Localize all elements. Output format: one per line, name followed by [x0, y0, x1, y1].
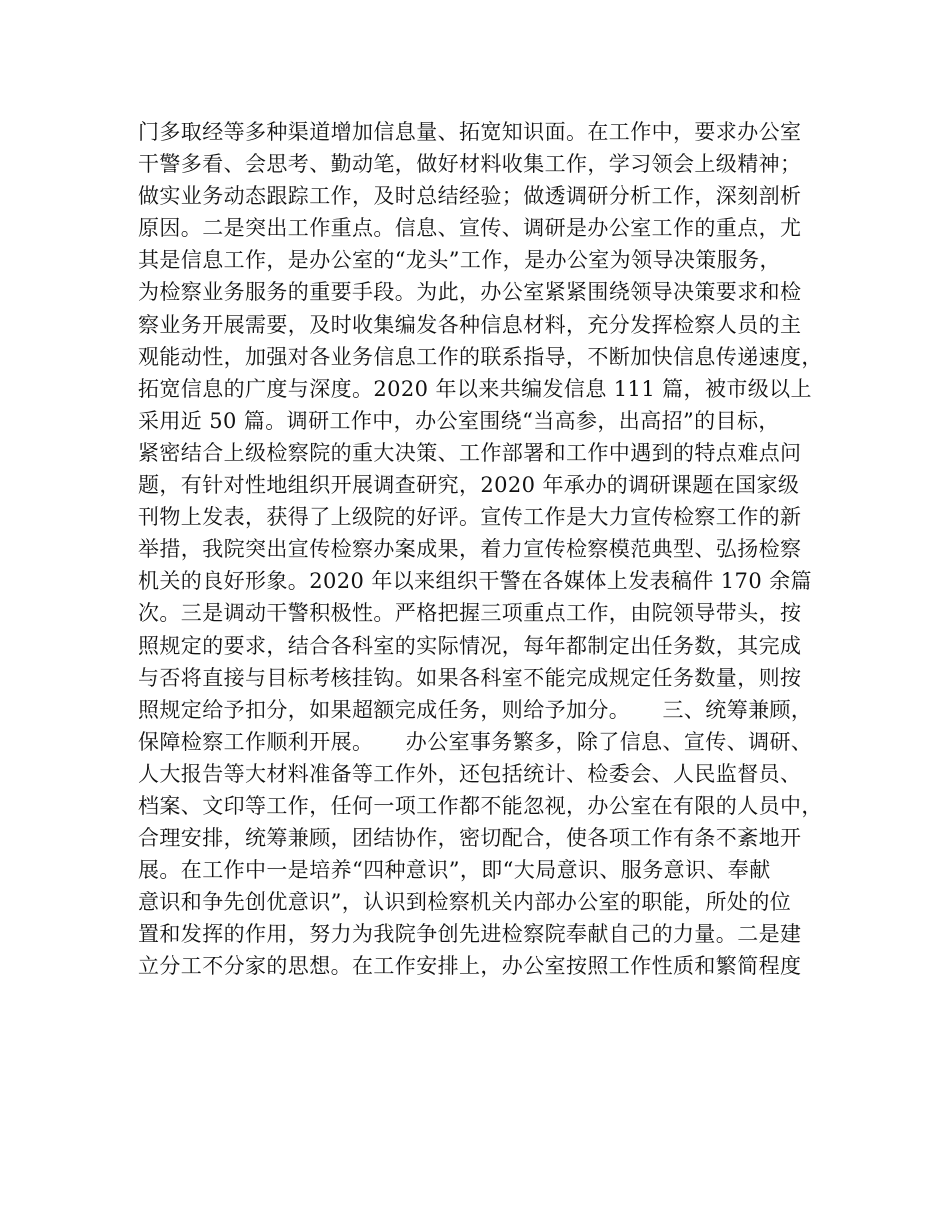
text-line: 观能动性，加强对各业务信息工作的联系指导，不断加快信息传递速度，	[138, 344, 823, 369]
text-line: 为检察业务服务的重要手段。为此，办公室紧紧围绕领导决策要求和检	[138, 280, 802, 305]
text-line: 刊物上发表，获得了上级院的好评。宣传工作是大力宣传检察工作的新	[138, 505, 802, 530]
text-line: 保障检察工作顺利开展。 办公室事务繁多，除了信息、宣传、调研、	[138, 729, 813, 754]
text-line: 展。在工作中一是培养“四种意识”，即“大局意识、服务意识、奉献	[138, 858, 771, 883]
text-line: 立分工不分家的思想。在工作安排上，办公室按照工作性质和繁简程度	[138, 954, 802, 979]
text-line: 照规定的要求，结合各科室的实际情况，每年都制定出任务数，其完成	[138, 633, 802, 658]
text-line: 其是信息工作，是办公室的“龙头”工作，是办公室为领导决策服务，	[138, 248, 781, 273]
text-line: 原因。二是突出工作重点。信息、宣传、调研是办公室工作的重点，尤	[138, 216, 802, 241]
text-line: 采用近 50 篇。调研工作中，办公室围绕“当高参，出高招”的目标，	[138, 408, 780, 433]
text-line: 干警多看、会思考、勤动笔，做好材料收集工作，学习领会上级精神；	[138, 152, 802, 177]
text-line: 置和发挥的作用，努力为我院争创先进检察院奉献自己的力量。二是建	[138, 922, 802, 947]
text-line: 举措，我院突出宣传检察办案成果，着力宣传检察模范典型、弘扬检察	[138, 537, 802, 562]
text-line: 与否将直接与目标考核挂钩。如果各科室不能完成规定任务数量，则按	[138, 665, 802, 690]
body-text	[138, 116, 828, 983]
text-line: 合理安排，统筹兼顾，团结协作，密切配合，使各项工作有条不紊地开	[138, 826, 802, 851]
text-line: 次。三是调动干警积极性。严格把握三项重点工作，由院领导带头，按	[138, 601, 802, 626]
text-line: 照规定给予扣分，如果超额完成任务，则给予加分。 三、统筹兼顾，	[138, 697, 813, 722]
text-line: 做实业务动态跟踪工作，及时总结经验；做透调研分析工作，深刻剖析	[138, 184, 802, 209]
text-line: 察业务开展需要，及时收集编发各种信息材料，充分发挥检察人员的主	[138, 312, 802, 337]
text-line: 意识和争先创优意识”，认识到检察机关内部办公室的职能，所处的位	[138, 890, 792, 915]
text-line: 人大报告等大材料准备等工作外，还包括统计、检委会、人民监督员、	[138, 761, 802, 786]
text-line: 门多取经等多种渠道增加信息量、拓宽知识面。在工作中，要求办公室	[138, 120, 802, 144]
text-line: 紧密结合上级检察院的重大决策、工作部署和工作中遇到的特点难点问	[138, 440, 802, 465]
text-line: 机关的良好形象。2020 年以来组织干警在各媒体上发表稿件 170 余篇	[138, 569, 812, 594]
text-line: 拓宽信息的广度与深度。2020 年以来共编发信息 111 篇，被市级以上	[138, 376, 812, 401]
text-line: 题，有针对性地组织开展调查研究，2020 年承办的调研课题在国家级	[138, 473, 800, 498]
text-line: 档案、文印等工作，任何一项工作都不能忽视，办公室在有限的人员中，	[138, 793, 823, 818]
